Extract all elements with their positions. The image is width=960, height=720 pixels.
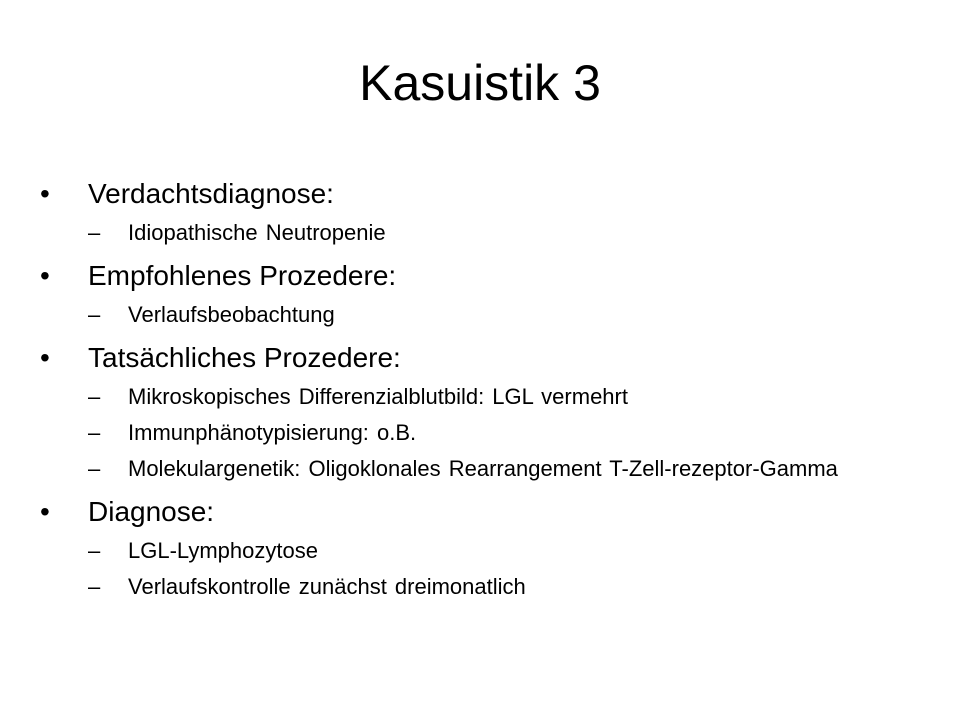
- section-heading: Tatsächliches Prozedere:: [88, 342, 401, 373]
- sub-list: [88, 386, 920, 480]
- sub-item-text: Immunphänotypisierung: o.B.: [128, 420, 417, 445]
- sub-item: [88, 222, 918, 244]
- sub-list: [88, 222, 920, 244]
- sub-bullet-marker: –: [88, 456, 101, 481]
- sub-item-text: Verlaufsbeobachtung: [128, 302, 335, 327]
- bullet-marker: •: [40, 496, 50, 527]
- sub-item: [88, 540, 918, 562]
- bullet-marker: •: [40, 178, 50, 209]
- sub-item: [88, 386, 918, 408]
- slide-title: Kasuistik 3: [359, 55, 601, 111]
- section-heading: Empfohlenes Prozedere:: [88, 260, 397, 291]
- section-heading: Verdachtsdiagnose:: [88, 178, 334, 209]
- section-empfohlenes-prozedere: [40, 258, 920, 326]
- sub-list: [88, 304, 920, 326]
- sub-list: [88, 540, 920, 598]
- sub-item-text: LGL-Lymphozytose: [128, 538, 318, 563]
- sub-item: [88, 458, 918, 480]
- sub-item-text: Molekulargenetik: Oligoklonales Rearrangement T-Zell-rezeptor-Gamma: [128, 456, 838, 481]
- sub-item: [88, 304, 918, 326]
- sub-bullet-marker: –: [88, 538, 101, 563]
- sub-bullet-marker: –: [88, 420, 101, 445]
- sub-item-text: Idiopathische Neutropenie: [128, 220, 386, 245]
- bullet-marker: •: [40, 342, 50, 373]
- sub-bullet-marker: –: [88, 220, 101, 245]
- section-tatsaechliches-prozedere: [40, 340, 920, 480]
- sub-item-text: Verlaufskontrolle zunächst dreimonatlich: [128, 574, 526, 599]
- bullet-list: [40, 168, 920, 598]
- sub-bullet-marker: –: [88, 574, 101, 599]
- bullet-marker: •: [40, 260, 50, 291]
- section-heading: Diagnose:: [88, 496, 215, 527]
- sub-item: [88, 422, 918, 444]
- sub-bullet-marker: –: [88, 302, 101, 327]
- sub-item: [88, 576, 918, 598]
- section-diagnose: [40, 494, 920, 598]
- sub-item-text: Mikroskopisches Differenzialblutbild: LGL vermehrt: [128, 384, 628, 409]
- section-verdachtsdiagnose: [40, 176, 920, 244]
- sub-bullet-marker: –: [88, 384, 101, 409]
